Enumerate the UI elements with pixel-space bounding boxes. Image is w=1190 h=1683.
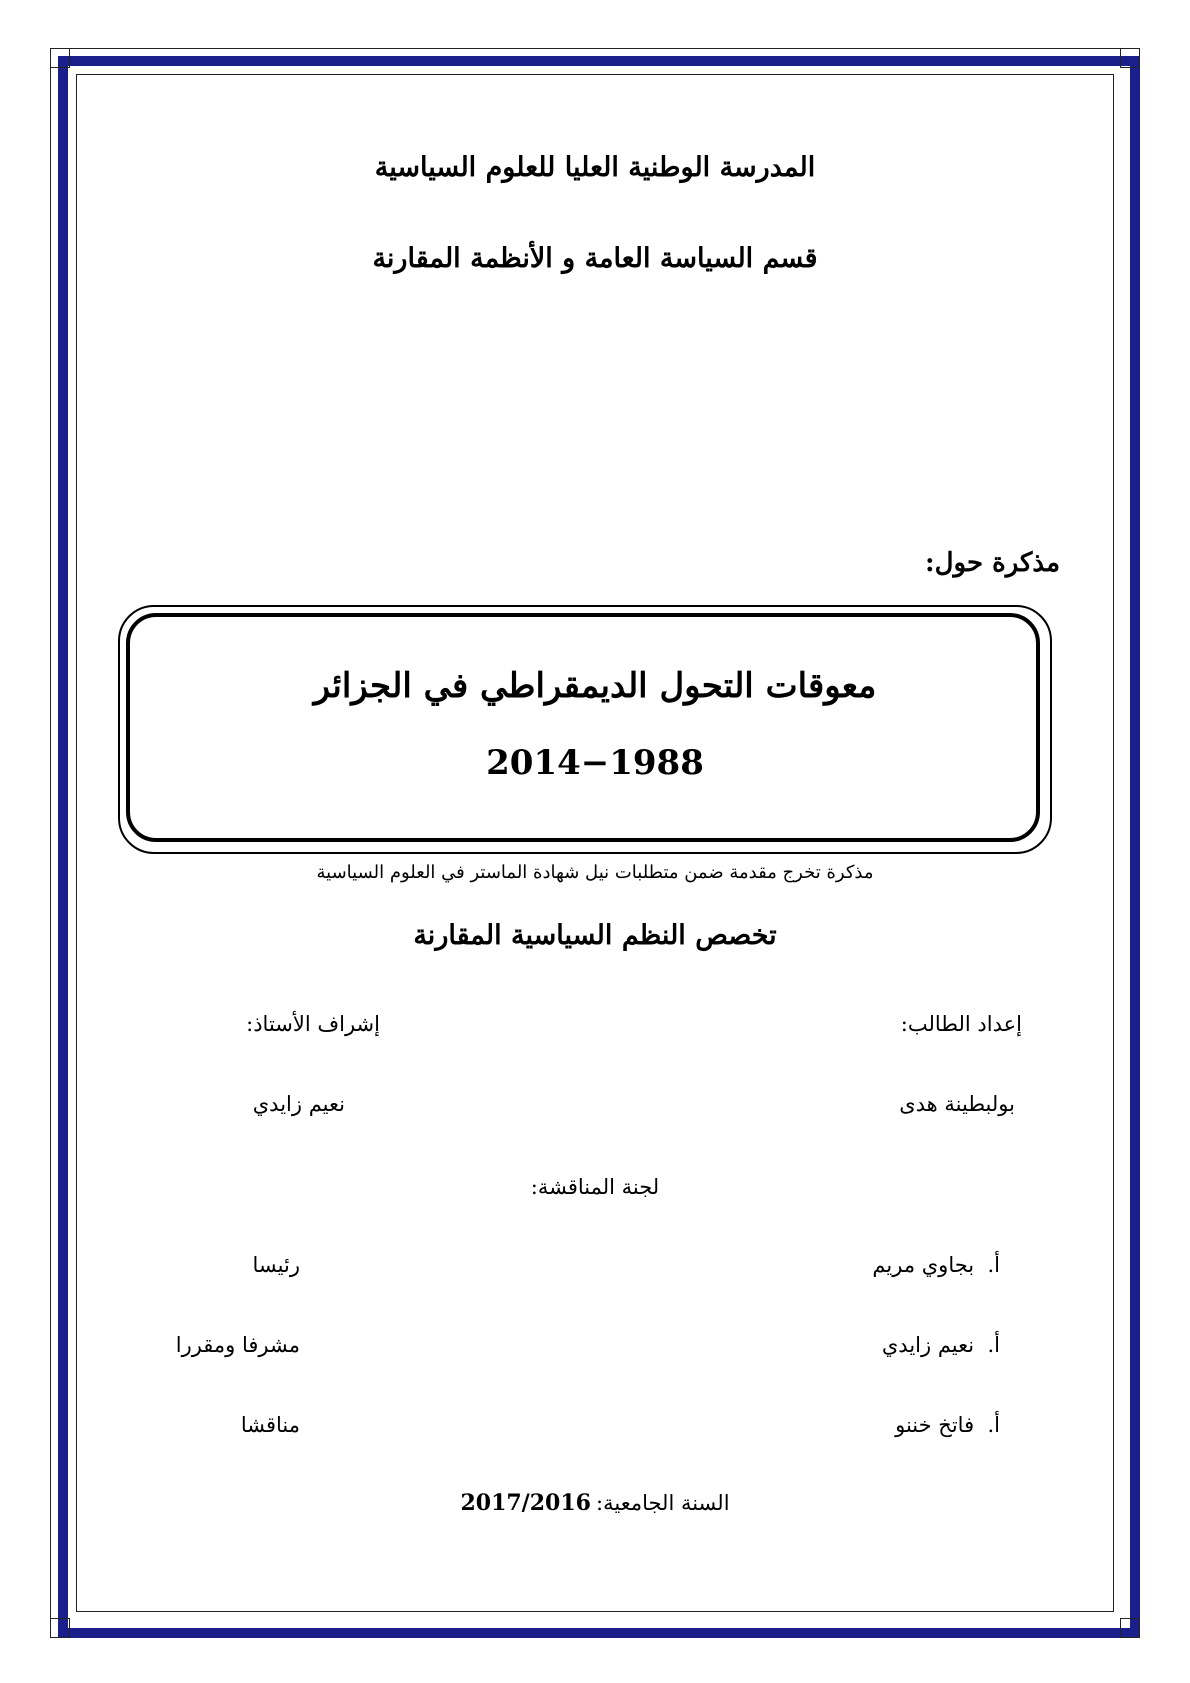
purpose-text: مذكرة تخرج مقدمة ضمن متطلبات نيل شهادة الماستر في العلوم السياسية <box>316 862 874 883</box>
supervisor-name: نعيم زايدي <box>252 1092 345 1116</box>
member-prefix: أ. <box>987 1333 1000 1357</box>
committee-member <box>895 1413 1000 1437</box>
department-name: قسم السياسة العامة و الأنظمة المقارنة <box>372 243 818 274</box>
student-label: إعداد الطالب: <box>900 1012 1022 1036</box>
committee-label: لجنة المناقشة: <box>530 1175 660 1199</box>
border-corner <box>50 1618 70 1638</box>
member-name: فاتخ خننو <box>895 1413 975 1437</box>
specialization: تخصص النظم السياسية المقارنة <box>413 920 777 951</box>
memo-label: مذكرة حول: <box>925 548 1060 578</box>
school-name: المدرسة الوطنية العليا للعلوم السياسية <box>374 152 816 183</box>
thesis-years-text: 2014−1988 <box>486 743 704 783</box>
title-box <box>126 613 1040 842</box>
member-role: رئيسا <box>252 1253 300 1277</box>
member-name: نعيم زايدي <box>881 1333 975 1357</box>
member-role: مناقشا <box>240 1413 300 1437</box>
member-name: بجاوي مريم <box>872 1253 975 1277</box>
thesis-years <box>0 743 1190 783</box>
supervisor-label: إشراف الأستاذ: <box>246 1012 380 1036</box>
border-corner <box>1120 1618 1140 1638</box>
member-prefix: أ. <box>987 1413 1000 1437</box>
border-corner <box>1120 48 1140 68</box>
border-corner <box>50 48 70 68</box>
thesis-title: معوقات التحول الديمقراطي في الجزائر <box>313 666 877 706</box>
academic-year <box>0 1490 1190 1516</box>
student-name: بولبطينة هدى <box>899 1092 1015 1116</box>
member-role: مشرفا ومقررا <box>175 1333 300 1357</box>
academic-year-value: 2017/2016 <box>460 1490 591 1516</box>
member-prefix: أ. <box>987 1253 1000 1277</box>
academic-year-label: السنة الجامعية: <box>596 1491 730 1515</box>
committee-member <box>872 1253 1000 1277</box>
committee-member <box>882 1333 1000 1357</box>
